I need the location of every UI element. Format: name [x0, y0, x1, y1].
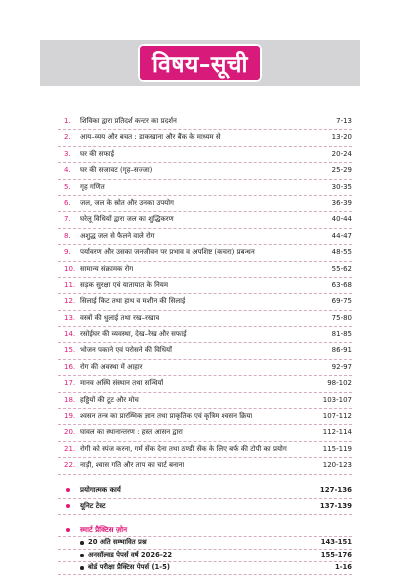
smart-zone-item	[58, 562, 352, 575]
title-box	[138, 44, 262, 82]
toc-row	[58, 458, 352, 474]
extra-row	[58, 483, 352, 499]
chapter-title: रोगी को स्पंज करना, गर्म सेंक देना तथा ठण्डी सेंक के लिए बर्फ की टोपी का प्रयोग	[80, 444, 287, 453]
chapter-number: 4.	[64, 166, 71, 175]
chapter-number: 10.	[64, 264, 76, 273]
chapter-number: 2.	[64, 133, 71, 142]
chapter-title: रोग की अवस्था में आहार	[80, 362, 143, 371]
toc-row	[58, 262, 352, 278]
extra-title: प्रयोगात्मक कार्य	[80, 485, 121, 494]
toc-row	[58, 163, 352, 179]
chapter-title: आय–व्यय और बचत : डाकखाना और बैंक के माध्यम से	[80, 133, 221, 142]
smart-zone-item-title: 20 अति सम्भावित प्रश्न	[88, 538, 147, 547]
table-of-contents	[58, 114, 352, 575]
chapter-pages: 63-68	[331, 280, 352, 289]
chapter-title: गृह गणित	[80, 182, 105, 191]
toc-row	[58, 196, 352, 212]
chapter-number: 21.	[64, 444, 76, 453]
chapter-number: 15.	[64, 346, 76, 355]
smart-zone-heading-text: स्मार्ट प्रैक्टिस ज़ोन	[80, 525, 128, 535]
smart-zone-item	[58, 550, 352, 563]
chapter-title: शिविका द्वारा प्रतिदर्श कन्टर का प्रदर्शन	[80, 117, 177, 125]
bullet-icon	[80, 541, 84, 545]
chapter-title: घावल का स्थानान्तरण : हस्त आसन द्वारा	[80, 428, 183, 437]
chapter-pages: 92-97	[331, 362, 352, 371]
chapter-pages: 69-75	[331, 297, 352, 306]
chapter-pages: 36-39	[331, 198, 352, 207]
chapter-list	[58, 114, 352, 475]
toc-row	[58, 343, 352, 359]
chapter-title: हड्डियों की टूट और मोच	[80, 395, 139, 404]
chapter-pages: 30-35	[331, 182, 352, 191]
chapter-number: 19.	[64, 412, 76, 421]
chapter-number: 11.	[64, 280, 76, 289]
toc-row	[58, 409, 352, 425]
chapter-pages: 115-119	[322, 444, 352, 453]
chapter-pages: 48-55	[331, 248, 352, 257]
chapter-pages: 98-102	[327, 379, 352, 388]
chapter-pages: 40-44	[331, 215, 352, 224]
smart-zone-item	[58, 537, 352, 550]
chapter-number: 12.	[64, 297, 76, 306]
chapter-pages: 107-112	[322, 412, 352, 421]
chapter-title: वस्त्रों की धुलाई तथा रख–रखाव	[80, 313, 160, 322]
chapter-title: घर की सफाई	[80, 149, 115, 158]
chapter-pages: 44-47	[331, 231, 352, 240]
toc-row	[58, 311, 352, 327]
chapter-pages: 55-62	[331, 264, 352, 273]
chapter-pages: 25-29	[331, 166, 352, 175]
chapter-title: घर की सजावट (गृह–सज्जा)	[80, 166, 153, 175]
toc-row	[58, 212, 352, 228]
chapter-number: 5.	[64, 182, 71, 191]
chapter-pages: 81-85	[331, 330, 352, 339]
bullet-icon	[80, 554, 84, 558]
chapter-title: सामान्य संक्रामक रोग	[80, 264, 134, 273]
section-gap	[58, 515, 352, 523]
chapter-number: 3.	[64, 149, 71, 158]
chapter-pages: 103-107	[322, 395, 352, 404]
chapter-number: 17.	[64, 379, 76, 388]
smart-zone-item-pages: 1-16	[334, 563, 352, 572]
chapter-number: 16.	[64, 362, 76, 371]
chapter-number: 1.	[64, 117, 71, 125]
bullet-icon	[80, 566, 84, 570]
chapter-number: 18.	[64, 395, 76, 404]
chapter-title: नाड़ी, श्वास गति और ताप का चार्ट बनाना	[80, 461, 185, 470]
chapter-title: अशुद्ध जल से फैलने वाले रोग	[80, 231, 155, 240]
chapter-title: पर्यावरण और उसका जनजीवन पर प्रभाव व अपशिष्ट (कचरा) प्रबन्धन	[80, 248, 255, 257]
chapter-pages: 75-80	[331, 313, 352, 322]
toc-row	[58, 360, 352, 376]
smart-zone-heading	[58, 523, 352, 537]
bullet-icon	[66, 528, 70, 532]
bullet-icon	[66, 488, 70, 492]
extra-pages: 127-136	[319, 485, 352, 494]
toc-row	[58, 393, 352, 409]
extra-title: यूनिट टेस्ट	[80, 501, 106, 510]
chapter-number: 14.	[64, 330, 76, 339]
toc-row	[58, 327, 352, 343]
chapter-pages: 86-91	[331, 346, 352, 355]
chapter-title: घरेलू विधियों द्वारा जल का शुद्धिकरण	[80, 215, 174, 224]
toc-row	[58, 229, 352, 245]
chapter-title: मानव अस्थि संस्थान तथा सन्धियाँ	[80, 379, 164, 388]
smart-zone-list	[58, 537, 352, 575]
chapter-title: रसोईघर की व्यवस्था, देख–रेख और सफाई	[80, 330, 187, 339]
chapter-title: सिलाई किट तथा हाथ व मशीन की सिलाई	[80, 297, 186, 306]
toc-row	[58, 376, 352, 392]
extras-list	[58, 483, 352, 516]
chapter-title: भोजन पकाने एवं परोसने की विधियाँ	[80, 346, 172, 355]
chapter-pages: 20-24	[331, 149, 352, 158]
toc-row	[58, 180, 352, 196]
smart-zone-item-pages: 143-151	[320, 538, 352, 547]
chapter-number: 8.	[64, 231, 71, 240]
chapter-title: जल, जल के स्रोत और उनका उपयोग	[80, 198, 174, 207]
smart-zone-item-pages: 155-176	[320, 550, 352, 559]
toc-row	[58, 245, 352, 261]
section-gap	[58, 475, 352, 483]
toc-row	[58, 114, 352, 130]
chapter-number: 20.	[64, 428, 76, 437]
chapter-number: 7.	[64, 215, 71, 224]
chapter-pages: 13-20	[331, 133, 352, 142]
page-title: विषय–सूची	[152, 52, 248, 78]
smart-zone-item-title: बोर्ड परीक्षा प्रैक्टिस पेपर्स (1-5)	[88, 563, 170, 572]
chapter-pages: 120-123	[322, 461, 352, 470]
chapter-pages: 7-13	[336, 117, 352, 125]
chapter-pages: 112-114	[322, 428, 352, 437]
chapter-number: 9.	[64, 248, 71, 257]
extra-pages: 137-139	[319, 501, 352, 510]
chapter-title: श्वसन तन्त्र का प्रारम्भिक ज्ञान तथा प्राकृतिक एवं कृत्रिम श्वसन क्रिया	[80, 412, 253, 421]
toc-row	[58, 294, 352, 310]
toc-row	[58, 278, 352, 294]
bullet-icon	[66, 504, 70, 508]
smart-zone-item-title: अनसॉल्वड पेपर्स वर्ष 2026-22	[88, 550, 173, 559]
chapter-number: 6.	[64, 198, 71, 207]
toc-row	[58, 147, 352, 163]
toc-row	[58, 130, 352, 146]
toc-row	[58, 425, 352, 441]
toc-row	[58, 442, 352, 458]
chapter-number: 13.	[64, 313, 76, 322]
chapter-number: 22.	[64, 461, 76, 470]
extra-row	[58, 499, 352, 515]
chapter-title: सड़क सुरक्षा एवं यातायात के नियम	[80, 280, 169, 289]
